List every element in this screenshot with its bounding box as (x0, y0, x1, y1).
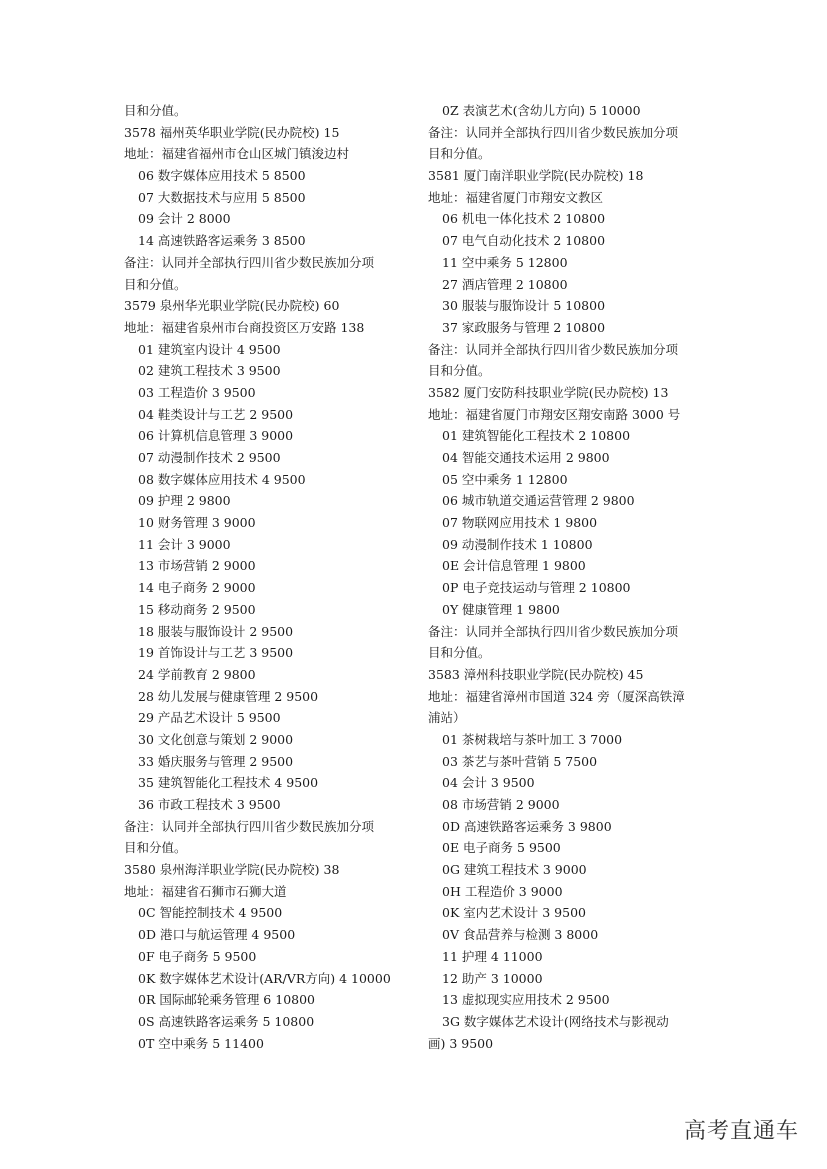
school-heading: 3582 厦门安防科技职业学院(民办院校) 13 (428, 384, 669, 400)
major-entry: 0E 电子商务 5 9500 (442, 840, 561, 856)
major-entry: 05 空中乘务 1 12800 (442, 471, 568, 487)
major-entry: 3G 数字媒体艺术设计(网络技术与影视动 (442, 1013, 669, 1029)
address-line: 地址：福建省泉州市台商投资区万安路 138 (124, 319, 365, 335)
major-entry: 02 建筑工程技术 3 9500 (138, 363, 281, 379)
major-entry: 15 移动商务 2 9500 (138, 601, 256, 617)
major-entry: 0F 电子商务 5 9500 (138, 948, 257, 964)
major-entry: 37 家政服务与管理 2 10800 (442, 319, 606, 335)
major-entry: 03 工程造价 3 9500 (138, 384, 256, 400)
school-heading: 3578 福州英华职业学院(民办院校) 15 (124, 124, 340, 140)
major-entry: 07 电气自动化技术 2 10800 (442, 233, 606, 249)
major-entry: 28 幼儿发展与健康管理 2 9500 (138, 688, 319, 704)
major-entry: 0K 数字媒体艺术设计(AR/VR方向) 4 10000 (138, 970, 391, 986)
major-entry: 13 市场营销 2 9000 (138, 558, 256, 574)
major-entry: 07 大数据技术与应用 5 8500 (138, 189, 306, 205)
major-entry: 0T 空中乘务 5 11400 (138, 1035, 264, 1051)
major-entry: 09 护理 2 9800 (138, 493, 231, 509)
major-entry: 08 市场营销 2 9000 (442, 797, 560, 812)
major-entry: 10 财务管理 3 9000 (138, 515, 256, 531)
major-entry: 0S 高速铁路客运乘务 5 10800 (138, 1013, 315, 1029)
text-line: 目和分值。 (124, 276, 187, 292)
address-line: 地址：福建省福州市仓山区城门镇浚边村 (124, 146, 350, 162)
text-line: 浦站） (428, 710, 466, 726)
major-entry: 07 物联网应用技术 1 9800 (442, 515, 598, 531)
major-entry: 12 助产 3 10000 (442, 970, 543, 986)
major-entry: 0H 工程造价 3 9000 (442, 883, 563, 899)
major-entry: 27 酒店管理 2 10800 (442, 276, 568, 292)
major-entry: 29 产品艺术设计 5 9500 (138, 710, 281, 726)
major-entry: 06 数字媒体应用技术 5 8500 (138, 168, 306, 184)
right-column (428, 100, 728, 1054)
major-entry: 11 护理 4 11000 (442, 948, 543, 964)
address-line: 地址：福建省厦门市翔安区翔安南路 3000 号 (428, 406, 681, 422)
major-entry: 30 服装与服饰设计 5 10800 (442, 298, 606, 314)
major-entry: 06 机电一体化技术 2 10800 (442, 211, 606, 227)
major-entry: 11 会计 3 9000 (138, 536, 231, 552)
major-entry: 09 动漫制作技术 1 10800 (442, 536, 593, 552)
text-line: 目和分值。 (124, 840, 187, 856)
major-entry: 03 茶艺与茶叶营销 5 7500 (442, 753, 598, 769)
major-entry: 0R 国际邮轮乘务管理 6 10800 (138, 992, 316, 1008)
major-entry: 33 婚庆服务与管理 2 9500 (138, 753, 294, 769)
major-entry: 14 高速铁路客运乘务 3 8500 (138, 233, 306, 249)
major-entry: 35 建筑智能化工程技术 4 9500 (138, 775, 319, 791)
major-entry: 04 智能交通技术运用 2 9800 (442, 450, 610, 465)
major-entry: 0Z 表演艺术(含幼儿方向) 5 10000 (442, 103, 641, 118)
school-heading: 3583 漳州科技职业学院(民办院校) 45 (428, 666, 644, 682)
major-entry: 14 电子商务 2 9000 (138, 580, 256, 596)
address-line: 地址：福建省漳州市国道 324 旁（厦深高铁漳 (428, 688, 685, 704)
text-line: 目和分值。 (428, 645, 491, 661)
text-line: 目和分值。 (428, 363, 491, 379)
remark-line: 备注：认同并全部执行四川省少数民族加分项 (124, 818, 375, 834)
remark-line: 备注：认同并全部执行四川省少数民族加分项 (428, 623, 679, 639)
major-entry: 06 城市轨道交通运营管理 2 9800 (442, 493, 635, 509)
major-entry: 0P 电子竞技运动与管理 2 10800 (442, 580, 631, 596)
text-line: 目和分值。 (124, 103, 187, 118)
address-line: 地址：福建省石狮市石狮大道 (124, 883, 287, 899)
remark-line: 备注：认同并全部执行四川省少数民族加分项 (428, 341, 679, 357)
major-entry: 0E 会计信息管理 1 9800 (442, 558, 586, 574)
major-entry: 0D 高速铁路客运乘务 3 9800 (442, 818, 612, 834)
major-entry: 04 鞋类设计与工艺 2 9500 (138, 406, 294, 422)
address-line: 地址：福建省厦门市翔安文教区 (428, 189, 604, 205)
major-entry: 13 虚拟现实应用技术 2 9500 (442, 992, 610, 1008)
major-entry: 0Y 健康管理 1 9800 (442, 601, 560, 617)
remark-line: 备注：认同并全部执行四川省少数民族加分项 (428, 124, 679, 140)
major-entry: 18 服装与服饰设计 2 9500 (138, 623, 294, 639)
major-entry: 24 学前教育 2 9800 (138, 666, 256, 682)
major-entry: 04 会计 3 9500 (442, 775, 535, 791)
major-entry: 36 市政工程技术 3 9500 (138, 797, 281, 812)
major-entry: 01 建筑室内设计 4 9500 (138, 341, 281, 357)
major-entry: 07 动漫制作技术 2 9500 (138, 450, 281, 465)
major-entry: 0C 智能控制技术 4 9500 (138, 905, 283, 921)
major-entry: 01 茶树栽培与茶叶加工 3 7000 (442, 731, 623, 747)
school-heading: 3580 泉州海洋职业学院(民办院校) 38 (124, 862, 340, 878)
major-entry: 0D 港口与航运管理 4 9500 (138, 927, 296, 943)
text-line: 画) 3 9500 (428, 1035, 494, 1051)
major-entry: 09 会计 2 8000 (138, 211, 231, 227)
watermark-logo: 高考直通车 (683, 1119, 799, 1144)
major-entry: 06 计算机信息管理 3 9000 (138, 428, 294, 444)
major-entry: 08 数字媒体应用技术 4 9500 (138, 471, 306, 487)
text-line: 目和分值。 (428, 146, 491, 162)
major-entry: 11 空中乘务 5 12800 (442, 254, 568, 270)
major-entry: 01 建筑智能化工程技术 2 10800 (442, 428, 631, 444)
major-entry: 0V 食品营养与检测 3 8000 (442, 927, 599, 943)
major-entry: 0K 室内艺术设计 3 9500 (442, 905, 586, 921)
school-heading: 3581 厦门南洋职业学院(民办院校) 18 (428, 168, 644, 184)
school-heading: 3579 泉州华光职业学院(民办院校) 60 (124, 298, 340, 314)
left-column (124, 100, 424, 1054)
major-entry: 19 首饰设计与工艺 3 9500 (138, 645, 294, 661)
major-entry: 0G 建筑工程技术 3 9000 (442, 862, 587, 878)
remark-line: 备注：认同并全部执行四川省少数民族加分项 (124, 254, 375, 270)
major-entry: 30 文化创意与策划 2 9000 (138, 731, 294, 747)
